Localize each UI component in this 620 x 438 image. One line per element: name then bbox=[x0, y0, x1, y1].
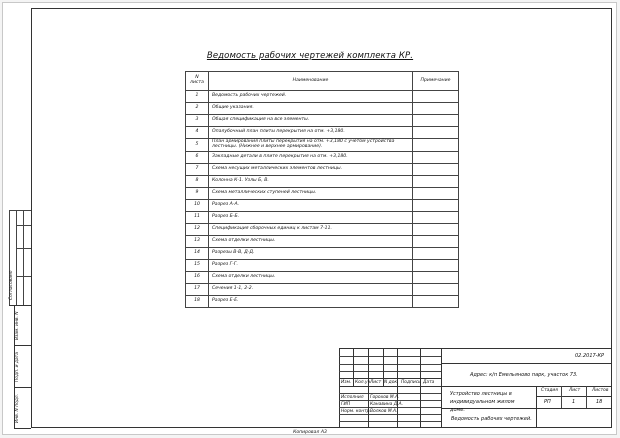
sheet-note bbox=[413, 296, 459, 308]
replace-inv-label: Взам. инв. N bbox=[15, 311, 20, 340]
table-row bbox=[186, 164, 459, 176]
sheet-name: Разрез Б-Б. bbox=[209, 212, 413, 224]
sheet-note bbox=[413, 176, 459, 188]
table-row bbox=[186, 224, 459, 236]
drawings-list-table bbox=[185, 71, 459, 308]
sheet-label: Лист bbox=[569, 388, 581, 393]
sheet-number: 13 bbox=[186, 236, 209, 248]
sheet-number: 1 bbox=[186, 91, 209, 103]
sheet-name: Колонна К-1. Узлы Б, В. bbox=[209, 176, 413, 188]
table-row bbox=[186, 139, 459, 152]
sheet-name: Спецификация сборочных единиц к листам 7-11. bbox=[209, 224, 413, 236]
sheet-number: 3 bbox=[186, 115, 209, 127]
stage-label: Стадия bbox=[541, 388, 558, 393]
sheet-number: 12 bbox=[186, 224, 209, 236]
agreed-label: Согласовано bbox=[9, 270, 14, 300]
sheet-note bbox=[413, 200, 459, 212]
sheet-number: 4 bbox=[186, 127, 209, 139]
sheet-note bbox=[413, 284, 459, 296]
sheet-number: 7 bbox=[186, 164, 209, 176]
project-name: Устройство лестницы в индивидуальном жилом доме. bbox=[450, 391, 515, 413]
table-row bbox=[186, 103, 459, 115]
sheet-title: Ведомость рабочих чертежей. bbox=[451, 416, 532, 422]
sheet-name: Закладные детали в плите перекрытия на отм. +3,180. bbox=[209, 152, 413, 164]
sheet-number: 18 bbox=[186, 296, 209, 308]
name-normcontrol: Волков М.А. bbox=[370, 409, 398, 414]
sheet-note bbox=[413, 152, 459, 164]
sheet-number: 9 bbox=[186, 188, 209, 200]
sheet-name: Разрез Е-Е. bbox=[209, 296, 413, 308]
sheet-number: 2 bbox=[186, 103, 209, 115]
name-executor: Горохов М.А. bbox=[370, 395, 400, 400]
rev-header-sign: Подпись bbox=[401, 380, 421, 385]
sheet-name: Схема отделки лестницы. bbox=[209, 272, 413, 284]
sheet-name: Разрезы В-В, Д-Д. bbox=[209, 248, 413, 260]
rev-header-izm: Изм. bbox=[341, 380, 352, 385]
sheet-note bbox=[413, 236, 459, 248]
sheets-value: 18 bbox=[596, 399, 603, 405]
table-row bbox=[186, 127, 459, 139]
stage-value: РП bbox=[544, 399, 551, 405]
table-row bbox=[186, 260, 459, 272]
address: Адрес: к/п Емельяново парк, участок 73. bbox=[470, 372, 578, 378]
sheet-note bbox=[413, 224, 459, 236]
name-gip: Канавина Д.А. bbox=[370, 402, 403, 407]
sheet-number: 16 bbox=[186, 272, 209, 284]
sheet-name: Схема отделки лестницы. bbox=[209, 236, 413, 248]
sheet-name: Разрез А-А. bbox=[209, 200, 413, 212]
table-row bbox=[186, 248, 459, 260]
sheet-note bbox=[413, 127, 459, 139]
rev-header-kol: Кол.уч bbox=[355, 380, 371, 385]
header-notes: Примечание bbox=[413, 72, 459, 91]
sheet-note bbox=[413, 91, 459, 103]
document-title: Ведомость рабочих чертежей комплекта КР. bbox=[206, 51, 414, 61]
sheet-number: 5 bbox=[186, 139, 209, 152]
table-row bbox=[186, 212, 459, 224]
sheet-name: Общие указания. bbox=[209, 103, 413, 115]
table-row bbox=[186, 236, 459, 248]
role-normcontrol: Норм. контр. bbox=[341, 409, 371, 414]
sheet-name: Общая спецификация на все элементы. bbox=[209, 115, 413, 127]
sheet-note bbox=[413, 188, 459, 200]
role-gip: ГИП bbox=[341, 402, 351, 407]
header-number: N листа bbox=[186, 72, 209, 91]
inv-orig-label: Инв. N подл. bbox=[15, 393, 20, 423]
sheet-number: 15 bbox=[186, 260, 209, 272]
sheet-note bbox=[413, 103, 459, 115]
sheet-name: Схема металлических ступеней лестницы. bbox=[209, 188, 413, 200]
sheet-number: 8 bbox=[186, 176, 209, 188]
sheet-name: Сечения 1-1, 2-2. bbox=[209, 284, 413, 296]
table-row bbox=[186, 91, 459, 103]
format-label: Копировал А3 bbox=[293, 430, 327, 435]
sheet-note bbox=[413, 164, 459, 176]
sheet-number: 11 bbox=[186, 212, 209, 224]
table-row bbox=[186, 176, 459, 188]
table-row bbox=[186, 152, 459, 164]
sheets-label: Листов bbox=[592, 388, 609, 393]
sheet-number: 10 bbox=[186, 200, 209, 212]
sheet-name: Разрез Г-Г. bbox=[209, 260, 413, 272]
sheet-number: 17 bbox=[186, 284, 209, 296]
table-row bbox=[186, 284, 459, 296]
table-header-row bbox=[186, 72, 459, 91]
role-executor: Исполнил bbox=[341, 395, 364, 400]
sheet-note bbox=[413, 260, 459, 272]
sheet-note bbox=[413, 115, 459, 127]
sheet-note bbox=[413, 272, 459, 284]
table-row bbox=[186, 200, 459, 212]
table-row bbox=[186, 115, 459, 127]
sheet-note bbox=[413, 139, 459, 152]
table-row bbox=[186, 188, 459, 200]
table-row bbox=[186, 296, 459, 308]
sheet-name: План армирования плиты перекрытия на отм. +3,180 с учетом устройства лестницы. (Нижнее и верхнее армирование). bbox=[209, 139, 413, 152]
rev-header-date: Дата bbox=[423, 380, 435, 385]
sheet-value: 1 bbox=[572, 399, 576, 405]
sheet-number: 6 bbox=[186, 152, 209, 164]
sheet-number: 14 bbox=[186, 248, 209, 260]
sheet-name: Ведомость рабочих чертежей. bbox=[209, 91, 413, 103]
sign-date-label: Подп. и дата bbox=[15, 352, 20, 382]
sheet-note bbox=[413, 248, 459, 260]
sheet-name: Опалубочный план плиты перекрытия на отм. +3,180. bbox=[209, 127, 413, 139]
table-row bbox=[186, 272, 459, 284]
sheet-note bbox=[413, 212, 459, 224]
rev-header-list: Лист bbox=[370, 380, 382, 385]
document-code: 02.2017-КР bbox=[575, 353, 605, 359]
header-name: Наименование bbox=[209, 72, 413, 91]
rev-header-doc: N док. bbox=[384, 380, 399, 385]
sheet-name: Схема несущих металлических элементов лестницы. bbox=[209, 164, 413, 176]
